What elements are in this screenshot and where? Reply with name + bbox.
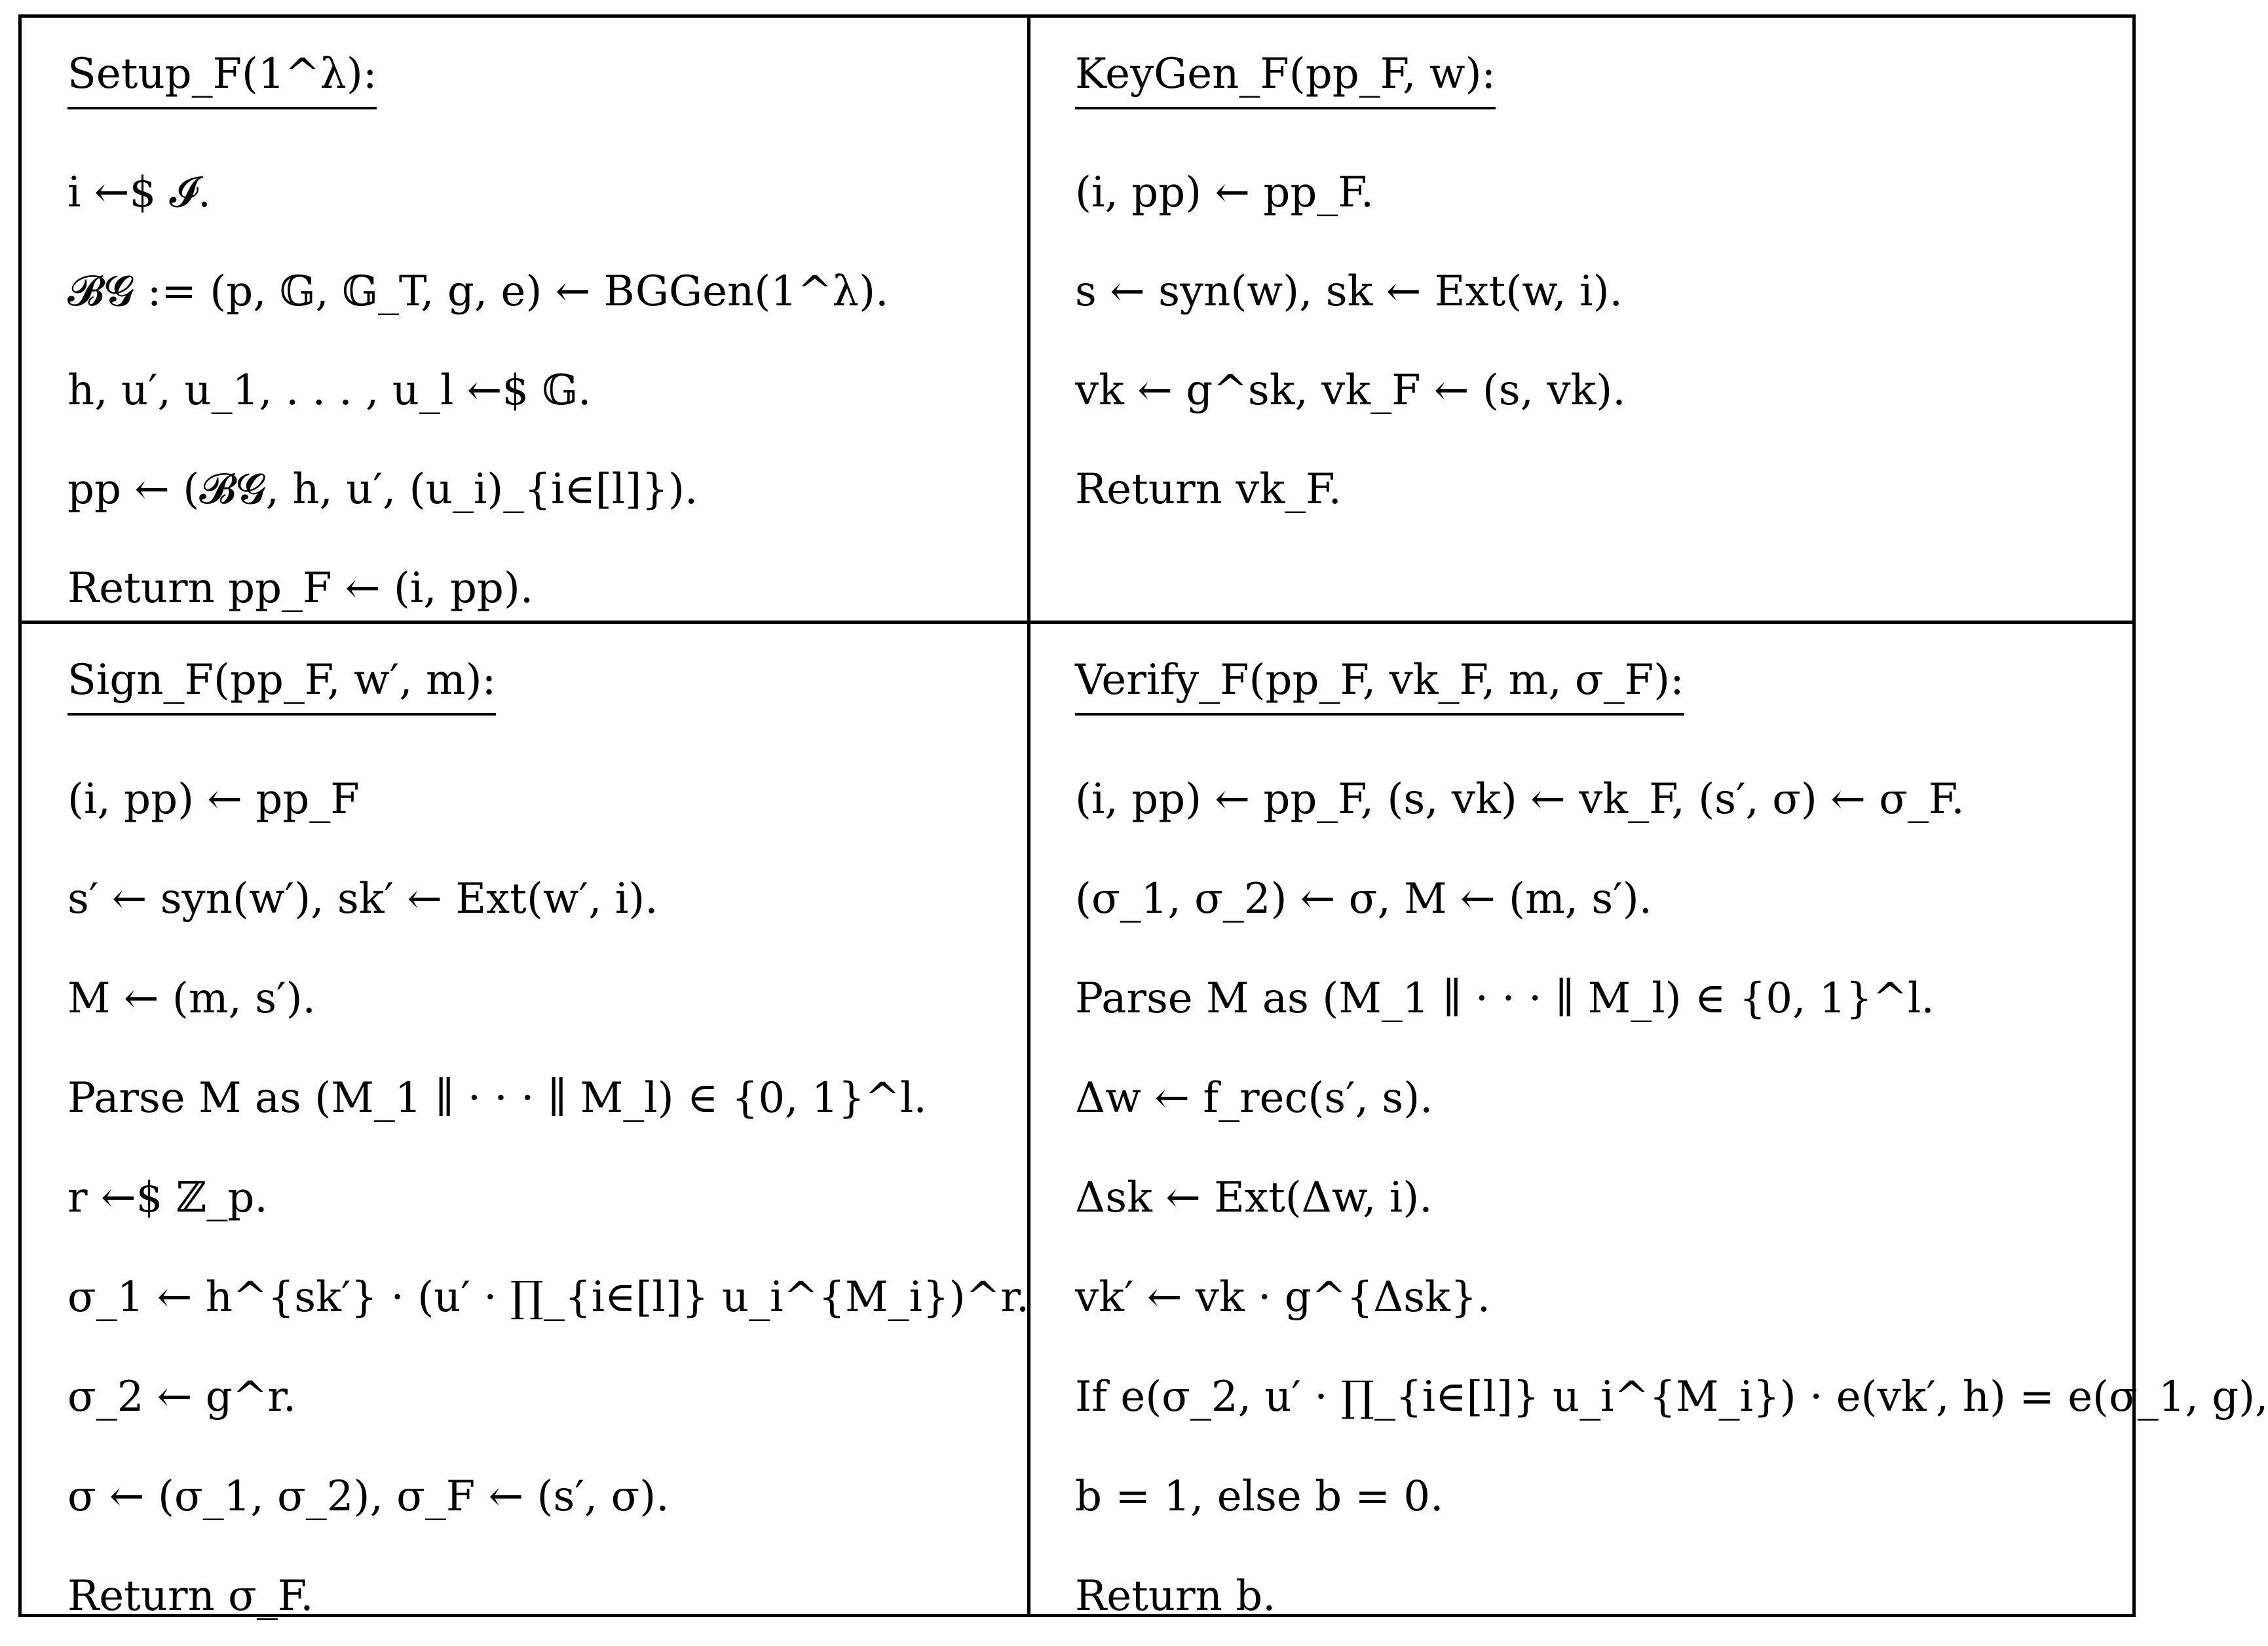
sign-line: M ← (m, s′). — [67, 974, 316, 1023]
sign-line: r ←$ ℤ_p. — [67, 1174, 268, 1222]
verify-line: If e(σ_2, u′ · ∏_{i∈[l]} u_i^{M_i}) · e(vk′, h) = e(σ_1, g), — [1075, 1373, 2268, 1421]
keygen-line: (i, pp) ← pp_F. — [1075, 168, 1374, 217]
keygen-line: Return vk_F. — [1075, 465, 1342, 514]
keygen-line: s ← syn(w), sk ← Ext(w, i). — [1075, 267, 1623, 316]
setup-line: pp ← (𝓑𝓖, h, u′, (u_i)_{i∈[l]}). — [67, 465, 698, 514]
algorithm-table — [18, 14, 2268, 1620]
keygen-cell — [1027, 18, 2132, 621]
sign-line: σ_1 ← h^{sk′} · (u′ · ∏_{i∈[l]} u_i^{M_i})^r. — [67, 1273, 1030, 1322]
verify-line: (i, pp) ← pp_F, (s, vk) ← vk_F, (s′, σ) ← σ_F. — [1075, 775, 1965, 824]
setup-line: Return pp_F ← (i, pp). — [67, 564, 534, 613]
sign-line: σ ← (σ_1, σ_2), σ_F ← (s′, σ). — [67, 1472, 670, 1521]
keygen-line: vk ← g^sk, vk_F ← (s, vk). — [1075, 366, 1626, 415]
verify-line: vk′ ← vk · g^{Δsk}. — [1075, 1273, 1490, 1322]
sign-line: σ_2 ← g^r. — [67, 1373, 297, 1421]
setup-line: 𝓑𝓖 := (p, 𝔾, 𝔾_T, g, e) ← BGGen(1^λ). — [67, 267, 889, 316]
verify-line: b = 1, else b = 0. — [1075, 1472, 1444, 1521]
sign-cell — [22, 621, 1030, 1620]
verify-line: Δw ← f_rec(s′, s). — [1075, 1074, 1433, 1122]
verify-cell — [1027, 621, 2268, 1620]
setup-line: h, u′, u_1, . . . , u_l ←$ 𝔾. — [67, 366, 592, 415]
verify-title: Verify_F(pp_F, vk_F, m, σ_F): — [1075, 649, 1684, 716]
setup-title: Setup_F(1^λ): — [67, 43, 377, 109]
verify-line: (σ_1, σ_2) ← σ, M ← (m, s′). — [1075, 875, 1652, 923]
verify-line: Return b. — [1075, 1572, 1276, 1620]
keygen-title: KeyGen_F(pp_F, w): — [1075, 43, 1496, 109]
setup-line: i ←$ 𝓘. — [67, 168, 212, 217]
sign-line: Return σ_F. — [67, 1572, 314, 1620]
sign-title: Sign_F(pp_F, w′, m): — [67, 649, 496, 716]
verify-line: Parse M as (M_1 ∥ · · · ∥ M_l) ∈ {0, 1}^l. — [1075, 974, 1935, 1023]
sign-line: s′ ← syn(w′), sk′ ← Ext(w′, i). — [67, 875, 658, 923]
verify-line: Δsk ← Ext(Δw, i). — [1075, 1174, 1433, 1222]
setup-cell — [22, 18, 1027, 621]
sign-line: (i, pp) ← pp_F — [67, 775, 360, 824]
sign-line: Parse M as (M_1 ∥ · · · ∥ M_l) ∈ {0, 1}^l. — [67, 1074, 927, 1122]
